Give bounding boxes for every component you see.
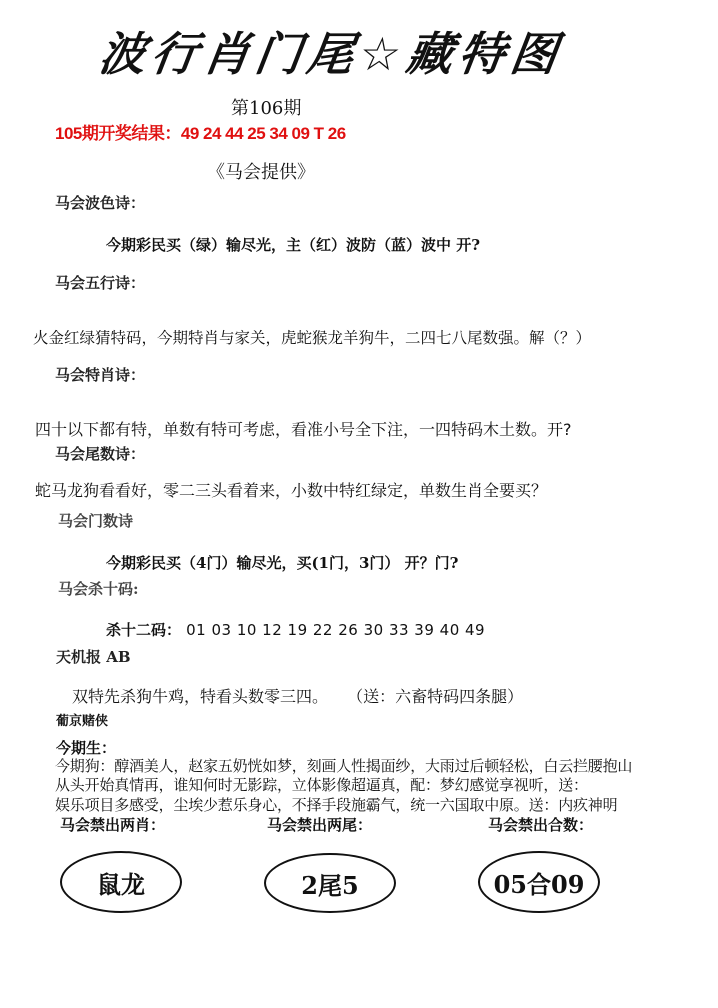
tail-text: 蛇马龙狗看看好，零二三头看着来，小数中特红绿定，单数生肖全要买？ <box>35 481 548 500</box>
ban-tail-label: 马会禁出两尾： <box>267 816 373 834</box>
wave-label: 马会波色诗： <box>55 194 146 212</box>
ban-combo-value: 05合09 <box>493 869 585 899</box>
five-elements-text: 火金红绿猜特码，今期特肖与家关，虎蛇猴龙羊狗牛，二四七八尾数强。解（？） <box>33 329 592 347</box>
page-title: 波行肖门尾☆藏特图 <box>95 27 567 81</box>
gambler-label: 葡京赌侠 <box>56 714 109 729</box>
five-elements-label: 马会五行诗： <box>55 274 146 292</box>
door-label: 马会门数诗 <box>58 512 134 530</box>
ban-tail-oval <box>264 853 396 913</box>
wave-text: 今期彩民买（绿）输尽光，主（红）波防（蓝）波中 开? <box>106 236 481 254</box>
today-line: 今期狗：醇酒美人，赵家五奶恍如梦，刻画人性揭面纱，大雨过后顿轻松，白云拦腰抱山 <box>55 757 633 775</box>
tail-label: 马会尾数诗： <box>55 445 146 463</box>
provider-label: 《马会提供》 <box>207 162 315 183</box>
today-label: 今期生： <box>56 739 117 757</box>
tianji-gift: （送：六畜特码四条腿） <box>347 687 524 706</box>
kill-twelve-row <box>106 619 485 640</box>
tianji-text: 双特先杀狗牛鸡，特看头数零三四。 <box>72 687 329 706</box>
ban-zodiac-oval <box>60 851 182 913</box>
kill-twelve-codes: 01 03 10 12 19 22 26 30 33 39 40 49 <box>186 621 486 639</box>
ban-tail-value: 2尾5 <box>301 870 359 900</box>
today-line: 从头开始真情再，谁知何时无影踪，立体影像超逼真，配：梦幻感觉享视听，送： <box>55 776 588 794</box>
ban-zodiac-label: 马会禁出两肖： <box>60 816 166 834</box>
kill-twelve-label: 杀十二码： <box>106 621 182 639</box>
door-text: 今期彩民买（4门）输尽光，买(1门，3门） 开？门? <box>106 554 459 572</box>
kill-ten-label: 马会杀十码: <box>58 580 139 598</box>
previous-result: 105期开奖结果：49 24 44 25 34 09 T 26 <box>55 124 346 143</box>
ban-combo-label: 马会禁出合数： <box>488 816 594 834</box>
ban-combo-oval <box>478 851 600 913</box>
ban-zodiac-value: 鼠龙 <box>97 869 145 899</box>
issue-number: 第106期 <box>231 98 302 119</box>
tianji-label: 天机报 AB <box>56 648 131 666</box>
tianji-row <box>72 684 523 707</box>
zodiac-label: 马会特肖诗： <box>55 366 146 384</box>
zodiac-text: 四十以下都有特，单数有特可考虑，看准小号全下注，一四特码木土数。开? <box>35 420 572 439</box>
today-line: 娱乐项目多感受，尘埃少惹乐身心，不择手段施霸气，统一六国取中原。送：内疚神明 <box>55 796 618 814</box>
